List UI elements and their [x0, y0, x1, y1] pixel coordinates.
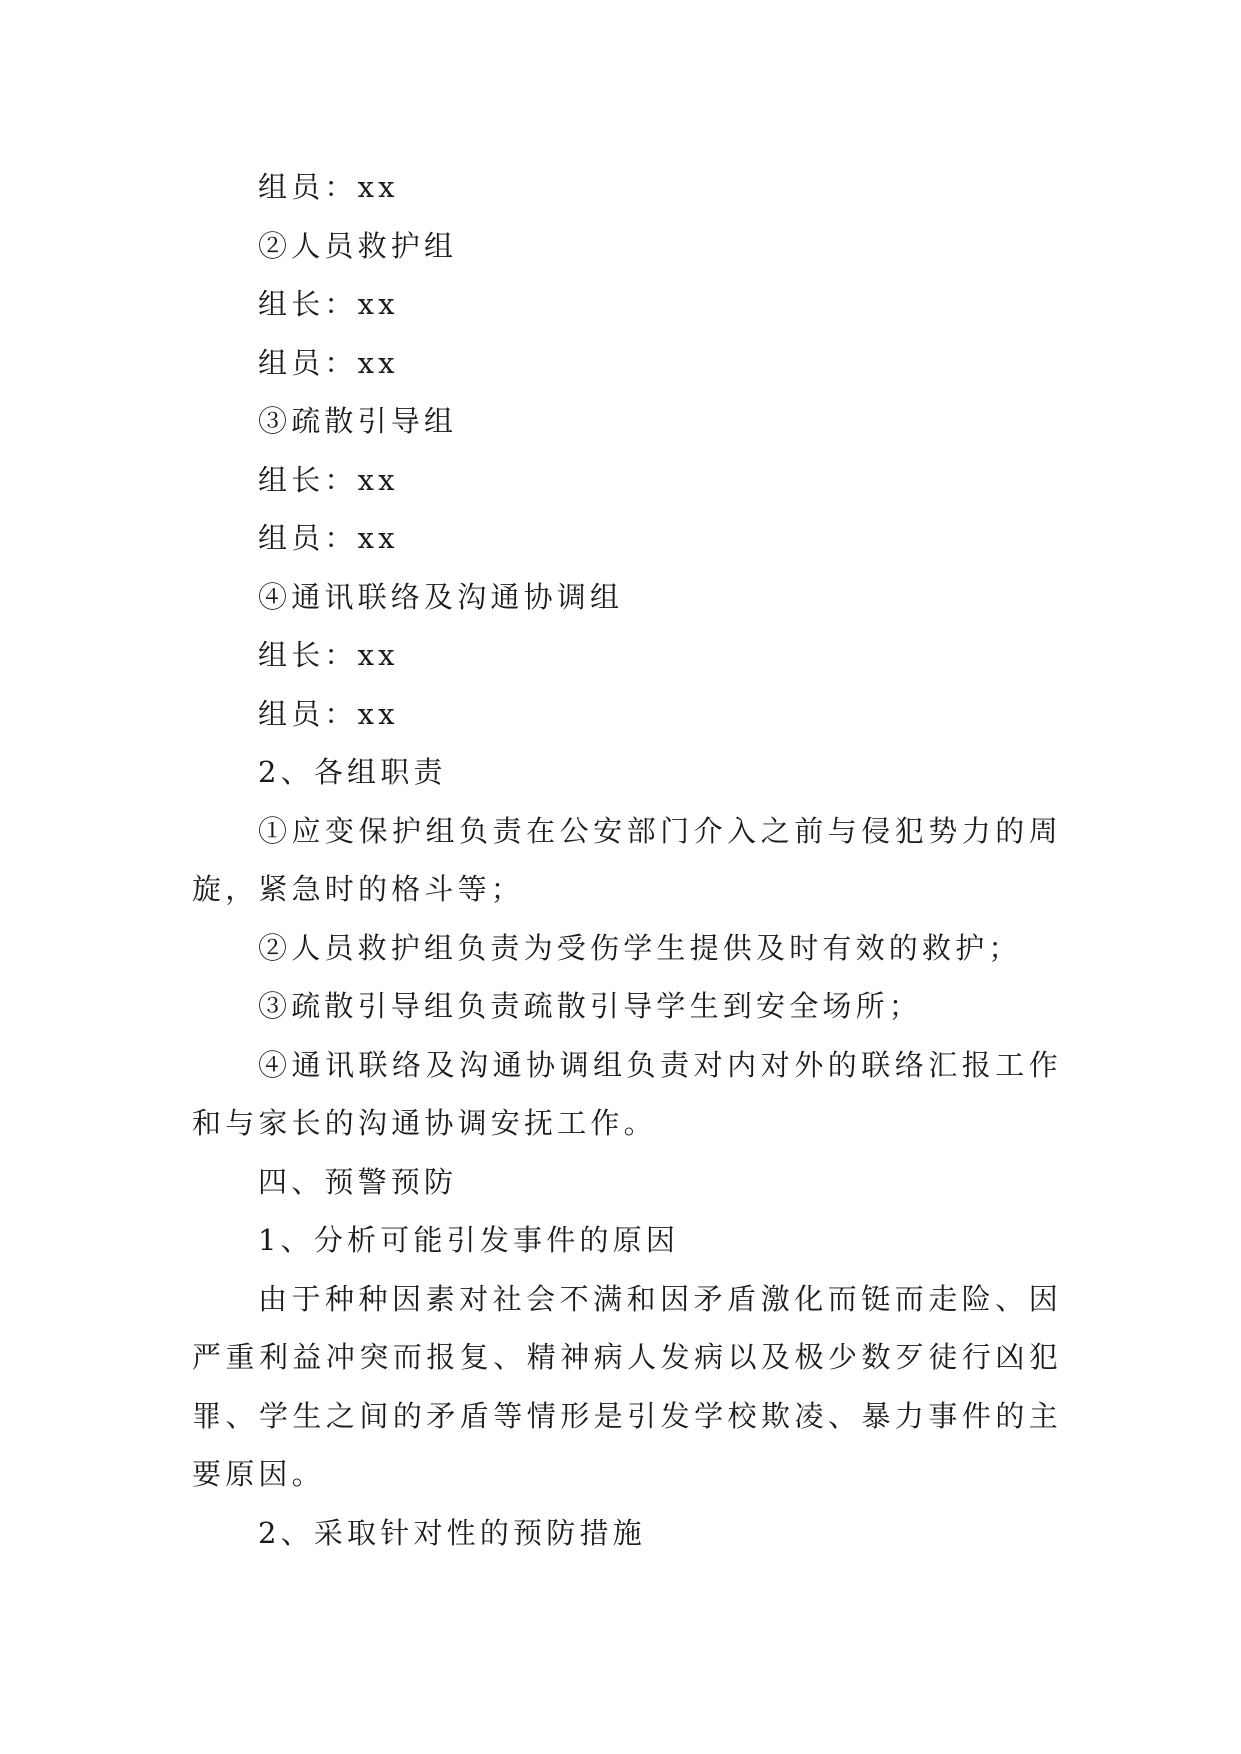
paragraph-team-member: 组员：xx — [258, 170, 399, 204]
paragraph-team-leader: 组长：xx — [258, 462, 399, 497]
subsection-heading-causes: 1、分析可能引发事件的原因 — [258, 1223, 680, 1257]
paragraph-responsibility-4: ④通讯联络及沟通协调组负责对内对外的联络汇报工作和与家长的沟通协调安抚工作。 — [192, 1047, 1062, 1140]
section-heading-prevention: 四、预警预防 — [258, 1164, 458, 1199]
document-body — [192, 158, 1062, 1562]
paragraph-team-leader: 组长：xx — [258, 638, 399, 672]
paragraph-communication-group-heading: ④通讯联络及沟通协调组 — [258, 579, 624, 614]
paragraph-rescue-group-heading: ②人员救护组 — [258, 228, 458, 263]
paragraph-team-member: 组员：xx — [258, 521, 399, 555]
paragraph-team-member: 组员：xx — [258, 696, 399, 731]
paragraph-team-member: 组员：xx — [258, 345, 399, 380]
subsection-heading-measures: 2、采取针对性的预防措施 — [258, 1515, 646, 1550]
section-heading-responsibilities: 2、各组职责 — [258, 755, 447, 789]
paragraph-team-leader: 组长：xx — [258, 287, 399, 321]
paragraph-causes-body: 由于种种因素对社会不满和因矛盾激化而铤而走险、因严重利益冲突而报复、精神病人发病以及极少数歹徒行凶犯罪、学生之间的矛盾等情形是引发学校欺凌、暴力事件的主要原因。 — [192, 1281, 1062, 1491]
paragraph-responsibility-1: ①应变保护组负责在公安部门介入之前与侵犯势力的周旋，紧急时的格斗等； — [192, 813, 1062, 906]
paragraph-responsibility-2: ②人员救护组负责为受伤学生提供及时有效的救护； — [258, 930, 1022, 965]
paragraph-evacuation-group-heading: ③疏散引导组 — [258, 404, 458, 438]
paragraph-responsibility-3: ③疏散引导组负责疏散引导学生到安全场所； — [258, 989, 923, 1023]
